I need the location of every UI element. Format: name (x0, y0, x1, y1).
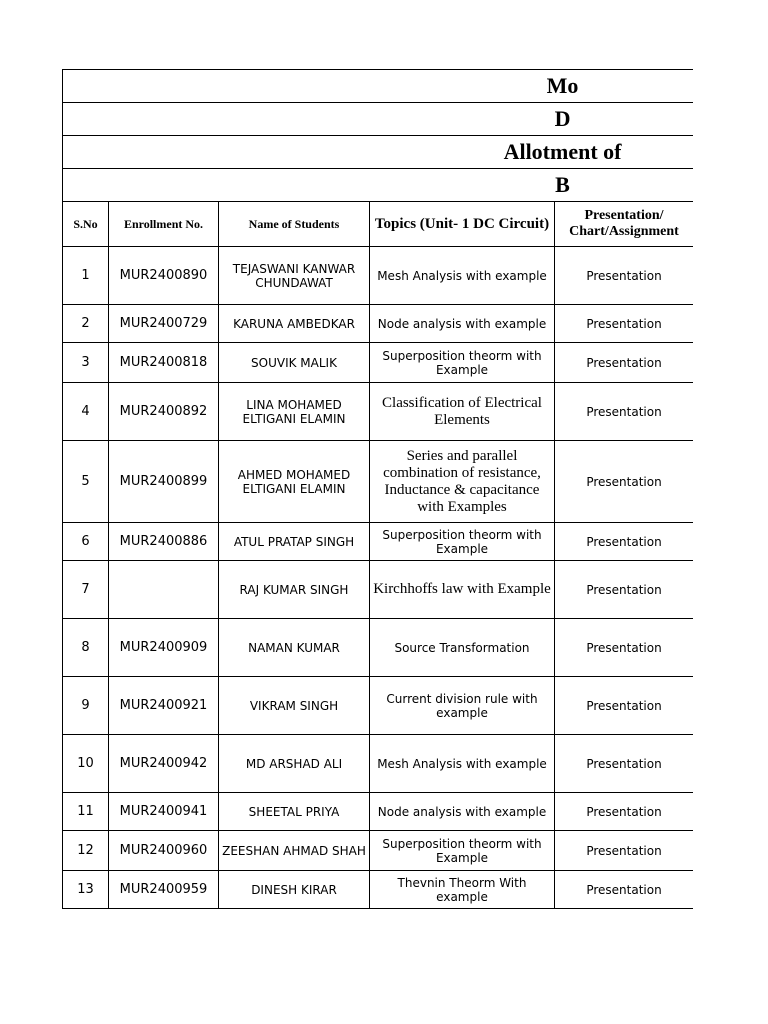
row-sno: 6 (63, 523, 109, 561)
row-student-name: RAJ KUMAR SINGH (219, 561, 370, 619)
row-type: Presentation (555, 871, 694, 909)
row-type: Presentation (555, 561, 694, 619)
row-type: Presentation (555, 441, 694, 523)
title-row-2 (63, 103, 694, 136)
title-text: Mo (546, 73, 579, 98)
row-topic: Superposition theorm with Example (370, 343, 555, 383)
table-row (63, 383, 694, 441)
row-type: Presentation (555, 831, 694, 871)
row-topic: Current division rule with example (370, 677, 555, 735)
allotment-sheet (62, 69, 693, 909)
row-type: Presentation (555, 247, 694, 305)
title-row-3 (63, 136, 694, 169)
row-type: Presentation (555, 343, 694, 383)
row-student-name: VIKRAM SINGH (219, 677, 370, 735)
row-topic: Thevnin Theorm With example (370, 871, 555, 909)
row-sno: 5 (63, 441, 109, 523)
header-topics: Topics (Unit- 1 DC Circuit) (370, 202, 555, 247)
row-topic: Mesh Analysis with example (370, 247, 555, 305)
table-row (63, 735, 694, 793)
row-enrollment: MUR2400890 (109, 247, 219, 305)
row-sno: 7 (63, 561, 109, 619)
row-student-name: ZEESHAN AHMAD SHAH (219, 831, 370, 871)
row-student-name: LINA MOHAMED ELTIGANI ELAMIN (219, 383, 370, 441)
row-student-name: KARUNA AMBEDKAR (219, 305, 370, 343)
row-student-name: SOUVIK MALIK (219, 343, 370, 383)
row-sno: 11 (63, 793, 109, 831)
header-sno: S.No (63, 202, 109, 247)
row-enrollment: MUR2400959 (109, 871, 219, 909)
row-student-name: AHMED MOHAMED ELTIGANI ELAMIN (219, 441, 370, 523)
row-topic: Classification of Electrical Elements (370, 383, 555, 441)
header-row (63, 202, 694, 247)
title-text: B (555, 172, 570, 197)
table-row (63, 441, 694, 523)
row-enrollment: MUR2400886 (109, 523, 219, 561)
row-student-name: SHEETAL PRIYA (219, 793, 370, 831)
row-sno: 1 (63, 247, 109, 305)
row-type: Presentation (555, 619, 694, 677)
row-enrollment: MUR2400921 (109, 677, 219, 735)
allotment-table (62, 69, 693, 909)
title-cell (63, 169, 694, 202)
row-type: Presentation (555, 677, 694, 735)
header-presentation: Presentation/ Chart/Assignment (555, 202, 694, 247)
row-topic: Node analysis with example (370, 793, 555, 831)
row-sno: 4 (63, 383, 109, 441)
table-row (63, 343, 694, 383)
row-sno: 10 (63, 735, 109, 793)
table-row (63, 619, 694, 677)
title-cell (63, 103, 694, 136)
row-enrollment: MUR2400941 (109, 793, 219, 831)
row-topic: Mesh Analysis with example (370, 735, 555, 793)
title-cell (63, 70, 694, 103)
row-enrollment: MUR2400729 (109, 305, 219, 343)
row-sno: 13 (63, 871, 109, 909)
title-cell (63, 136, 694, 169)
row-enrollment: MUR2400942 (109, 735, 219, 793)
row-topic: Node analysis with example (370, 305, 555, 343)
row-student-name: ATUL PRATAP SINGH (219, 523, 370, 561)
row-enrollment: MUR2400892 (109, 383, 219, 441)
header-name: Name of Students (219, 202, 370, 247)
row-enrollment: MUR2400909 (109, 619, 219, 677)
row-sno: 9 (63, 677, 109, 735)
row-type: Presentation (555, 383, 694, 441)
table-row (63, 871, 694, 909)
table-row (63, 523, 694, 561)
row-sno: 12 (63, 831, 109, 871)
title-row-1 (63, 70, 694, 103)
row-sno: 2 (63, 305, 109, 343)
row-student-name: NAMAN KUMAR (219, 619, 370, 677)
row-topic: Kirchhoffs law with Example (370, 561, 555, 619)
header-enrollment: Enrollment No. (109, 202, 219, 247)
row-type: Presentation (555, 735, 694, 793)
row-enrollment: MUR2400960 (109, 831, 219, 871)
table-row (63, 677, 694, 735)
row-student-name: TEJASWANI KANWAR CHUNDAWAT (219, 247, 370, 305)
table-row (63, 247, 694, 305)
row-enrollment: MUR2400899 (109, 441, 219, 523)
row-student-name: DINESH KIRAR (219, 871, 370, 909)
row-topic: Superposition theorm with Example (370, 831, 555, 871)
table-row (63, 793, 694, 831)
row-type: Presentation (555, 305, 694, 343)
title-text: D (554, 106, 571, 131)
row-student-name: MD ARSHAD ALI (219, 735, 370, 793)
title-row-4 (63, 169, 694, 202)
table-row (63, 561, 694, 619)
row-enrollment (109, 561, 219, 619)
table-row (63, 831, 694, 871)
row-topic: Source Transformation (370, 619, 555, 677)
row-sno: 3 (63, 343, 109, 383)
title-text: Allotment of (503, 139, 622, 164)
row-enrollment: MUR2400818 (109, 343, 219, 383)
row-topic: Series and parallel combination of resistance, Inductance & capacitance with Examples (370, 441, 555, 523)
table-row (63, 305, 694, 343)
row-type: Presentation (555, 523, 694, 561)
row-type: Presentation (555, 793, 694, 831)
row-topic: Superposition theorm with Example (370, 523, 555, 561)
row-sno: 8 (63, 619, 109, 677)
